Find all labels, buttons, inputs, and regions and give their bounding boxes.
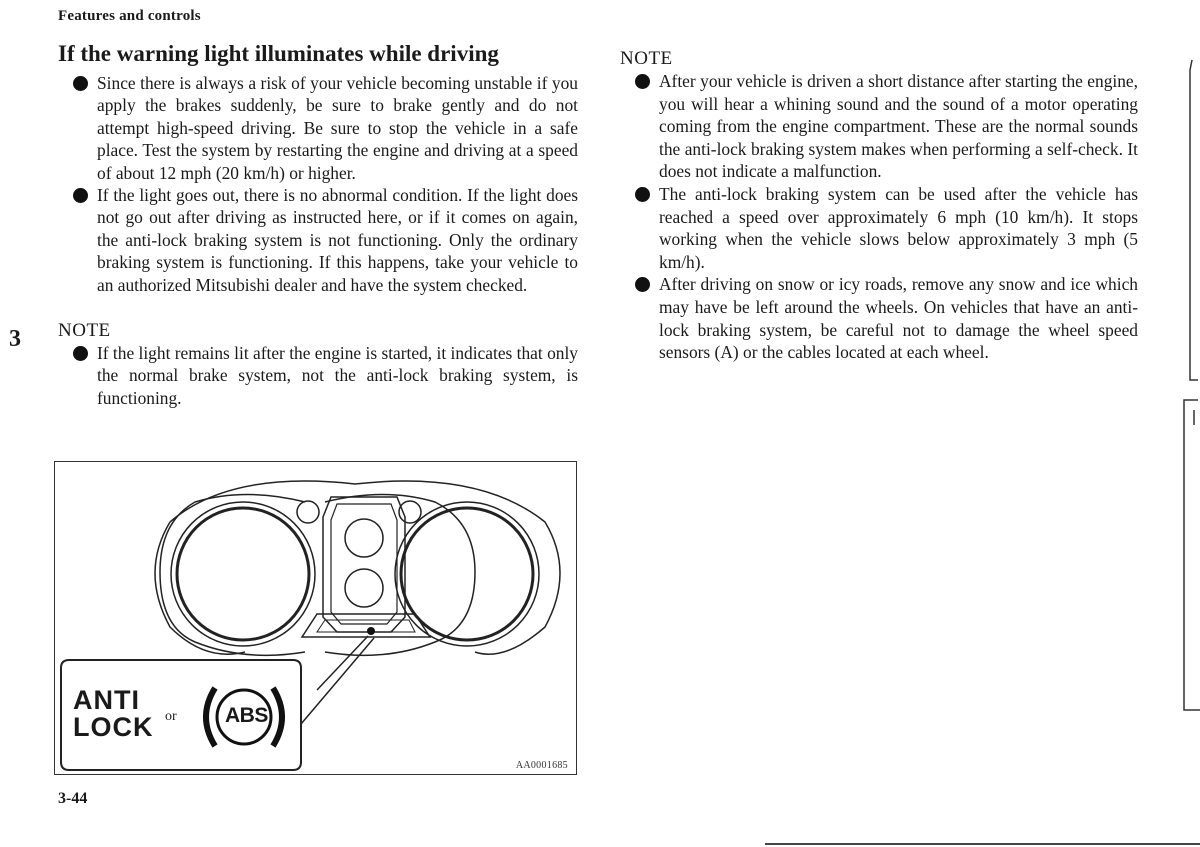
anti-lock-warning-label [73,687,154,741]
or-label: or [165,709,177,724]
anti-label: ANTI [73,685,140,715]
note-bullet-list [58,342,578,409]
note-bullet-list [620,70,1138,364]
chapter-tab-number: 3 [9,326,21,352]
list-item: If the light goes out, there is no abnormal condition. If the light does not go out after driving as instructed here, or if it comes on again, the anti-lock braking system is not functioning. Only the ordinary braking system is functioning. If this happens, take your vehicle to an authorized Mitsubishi dealer and have the system checked. [58,184,578,296]
page-edge-marks [1170,55,1200,725]
lock-label: LOCK [73,712,154,742]
note-label: NOTE [58,320,111,342]
note-label: NOTE [620,48,673,69]
list-item: Since there is always a risk of your vehicle becoming unstable if you apply the brakes suddenly, be sure to brake gently and do not attempt high-speed driving. Be sure to stop the vehicle in a safe place. Test the system by restarting the engine and driving at a speed of about 12 mph (20 km/h) or higher. [58,72,578,184]
right-column [620,48,1138,364]
bottom-rule [765,843,1200,845]
instrument-cluster-figure [54,461,577,775]
warning-bullet-list [58,72,578,296]
list-item: After driving on snow or icy roads, remove any snow and ice which may have be left around the wheels. On vehicles that have an anti-lock braking system, be careful not to damage the wheel speed sensors (A) or the cables located at each wheel. [620,273,1138,363]
section-title: If the warning light illuminates while driving [58,41,499,66]
list-item: After your vehicle is driven a short distance after starting the engine, you will hear a whining sound and the sound of a motor operating coming from the engine compartment. These are the normal sounds the anti-lock braking system makes when performing a self-check. It does not indicate a malfunction. [620,70,1138,183]
left-column [58,40,578,409]
list-item: The anti-lock braking system can be used after the vehicle has reached a speed over approximately 6 mph (10 km/h). It stops working when the vehicle slows below approximately 3 mph (5 km/h). [620,183,1138,273]
page-number: 3-44 [58,790,88,807]
list-item: If the light remains lit after the engine is started, it indicates that only the normal brake system, not the anti-lock braking system, is functioning. [58,342,578,409]
figure-code: AA0001685 [515,760,568,771]
abs-warning-callout [61,659,301,769]
running-head: Features and controls [58,8,201,24]
abs-label: ABS [225,704,268,727]
